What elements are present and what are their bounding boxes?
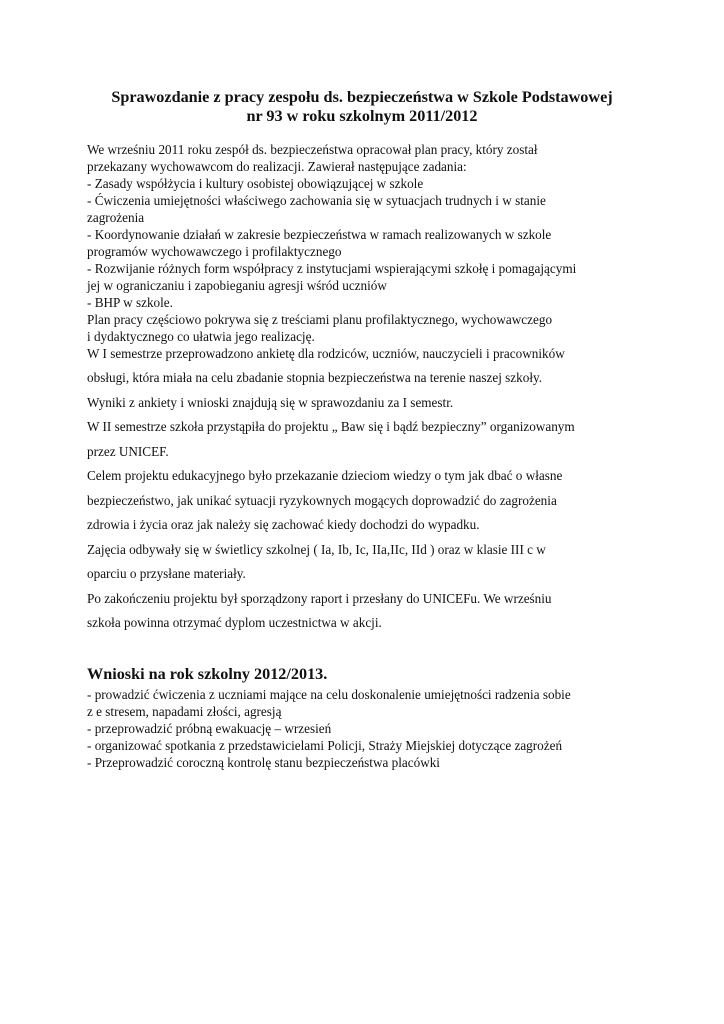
- text-line: - Koordynowanie działań w zakresie bezpieczeństwa w ramach realizowanych w szkole: [87, 227, 552, 242]
- text-line: Wyniki z ankiety i wnioski znajdują się w sprawozdaniu za I semestr.: [87, 394, 454, 410]
- text-line: Celem projektu edukacyjnego było przekazanie dzieciom wiedzy o tym jak dbać o własne: [87, 468, 563, 483]
- text-line: i dydaktycznego co ułatwia jego realizację.: [87, 329, 315, 344]
- text-line: - BHP w szkole.: [87, 295, 173, 310]
- text-line: jej w ograniczaniu i zapobieganiu agresji wśród uczniów: [87, 278, 387, 293]
- text-line: przez UNICEF.: [87, 443, 169, 459]
- body-paragraph: [87, 366, 647, 636]
- text-line: zdrowia i życia oraz jak należy się zachować kiedy dochodzi do wypadku.: [87, 517, 480, 532]
- intro-paragraph: [87, 141, 647, 362]
- conclusions-list: [87, 686, 647, 771]
- text-line: oparciu o przysłane materiały.: [87, 566, 246, 581]
- text-line: - Rozwijanie różnych form współpracy z instytucjami wspierającymi szkołę i pomagającymi: [87, 261, 577, 276]
- list-item: - prowadzić ćwiczenia z uczniami mające na celu doskonalenie umiejętności radzenia sobie: [87, 687, 571, 702]
- text-line: Plan pracy częściowo pokrywa się z treściami planu profilaktycznego, wychowawczego: [87, 312, 553, 327]
- list-item: z e stresem, napadami złości, agresją: [87, 704, 282, 719]
- document-title: [60, 88, 664, 126]
- list-item: - przeprowadzić próbną ewakuację – wrzesień: [87, 721, 332, 736]
- text-line: Po zakończeniu projektu był sporządzony raport i przesłany do UNICEFu. We wrześniu: [87, 590, 552, 606]
- text-line: przekazany wychowawcom do realizacji. Zawierał następujące zadania:: [87, 159, 467, 174]
- text-line: - Ćwiczenia umiejętności właściwego zachowania się w sytuacjach trudnych i w stanie: [87, 193, 546, 208]
- text-line: obsługi, która miała na celu zbadanie stopnia bezpieczeństwa na terenie naszej szkoły.: [87, 370, 543, 385]
- title-line-1: Sprawozdanie z pracy zespołu ds. bezpieczeństwa w Szkole Podstawowej: [111, 88, 613, 106]
- title-line-2: nr 93 w roku szkolnym 2011/2012: [246, 107, 478, 125]
- list-item: - Przeprowadzić coroczną kontrolę stanu bezpieczeństwa placówki: [87, 755, 440, 770]
- list-item: - organizować spotkania z przedstawicielami Policji, Straży Miejskiej dotyczące zagrożeń: [87, 738, 563, 753]
- text-line: W II semestrze szkoła przystąpiła do projektu „ Baw się i bądź bezpieczny” organizowanym: [87, 419, 575, 434]
- text-line: Zajęcia odbywały się w świetlicy szkolnej ( Ia, Ib, Ic, IIa,IIc, IId ) oraz w klasie III c w: [87, 541, 546, 557]
- text-line: W I semestrze przeprowadzono ankietę dla rodziców, uczniów, nauczycieli i pracowników: [87, 346, 565, 361]
- text-line: programów wychowawczego i profilaktycznego: [87, 244, 342, 259]
- text-line: szkoła powinna otrzymać dyplom uczestnictwa w akcji.: [87, 615, 382, 630]
- text-line: - Zasady współżycia i kultury osobistej obowiązującej w szkole: [87, 176, 424, 191]
- text-line: We wrześniu 2011 roku zespół ds. bezpieczeństwa opracował plan pracy, który został: [87, 142, 538, 157]
- text-line: zagrożenia: [87, 210, 145, 225]
- text-line: bezpieczeństwo, jak unikać sytuacji ryzykownych mogących doprowadzić do zagrożenia: [87, 492, 557, 508]
- conclusions-heading: Wnioski na rok szkolny 2012/2013.: [87, 665, 328, 683]
